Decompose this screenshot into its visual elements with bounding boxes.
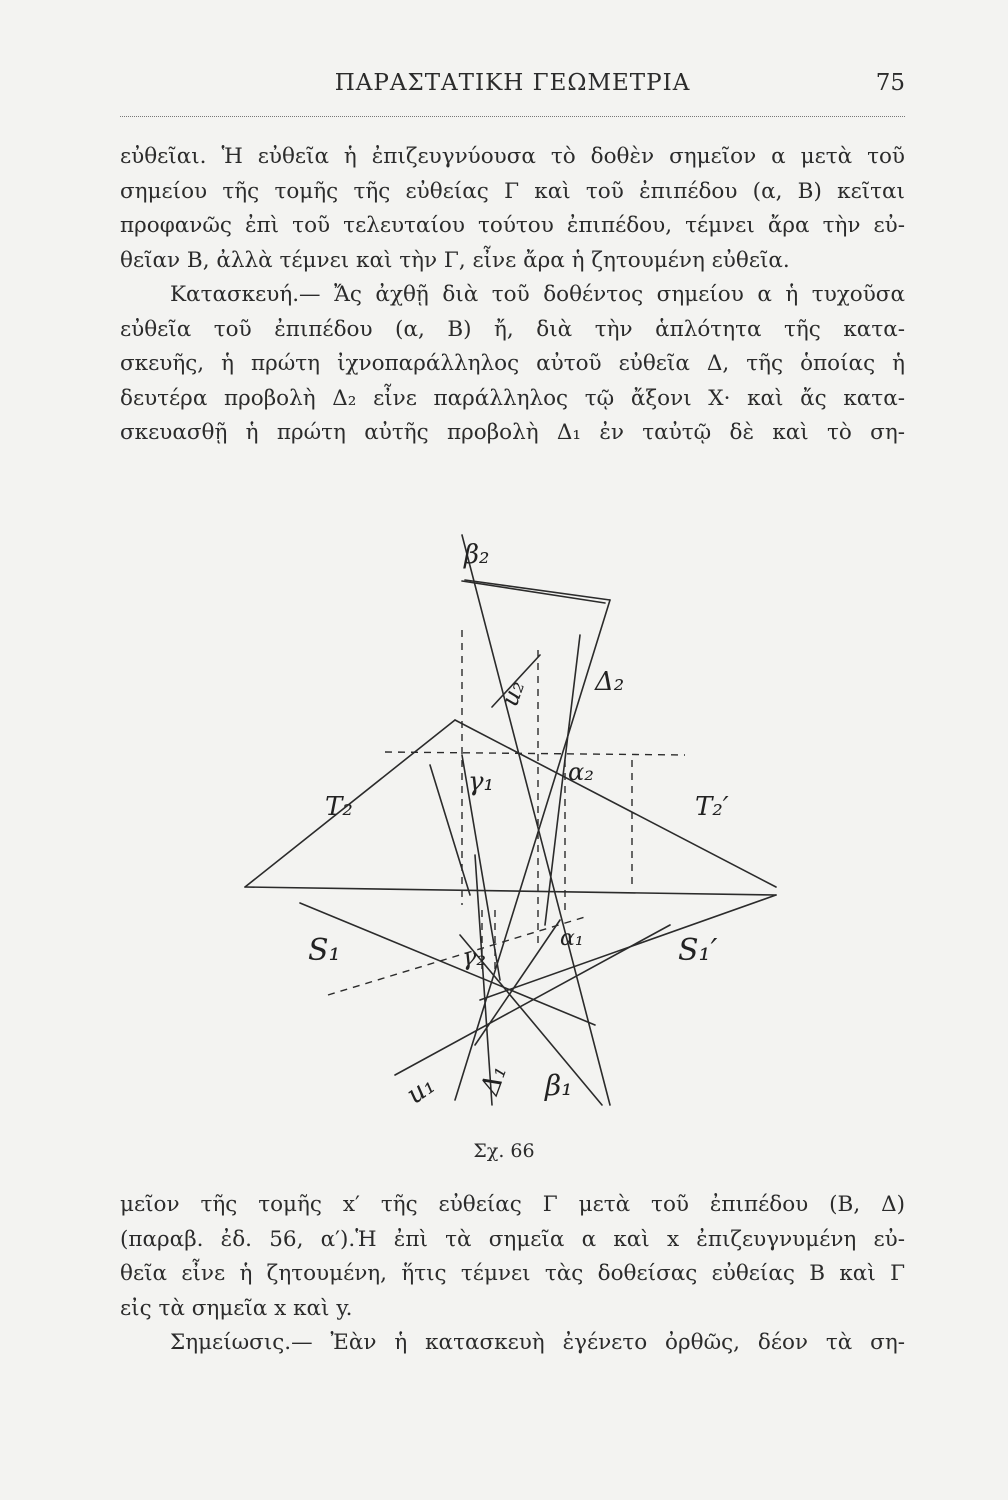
- text-line: (παραβ. ἐδ. 56, α′).Ἡ ἐπὶ τὰ σημεῖα α καὶ x ἐπιζευγνυμένη εὐ-: [120, 1226, 905, 1252]
- body-text-top: [120, 140, 905, 451]
- label-u1: u₁: [401, 1070, 441, 1111]
- label-alpha1: α₁: [560, 926, 584, 951]
- line-gamma: [430, 765, 470, 895]
- label-gamma2: γ₂: [462, 943, 486, 971]
- line-u2-diag: [462, 581, 605, 603]
- header-rule: [120, 116, 905, 117]
- label-s1p: S₁′: [678, 933, 718, 968]
- label-alpha2: α₂: [568, 758, 594, 786]
- text-line: εἰς τὰ σημεῖα x καὶ y.: [120, 1295, 353, 1321]
- figure-drawing: [200, 515, 820, 1125]
- page-header: [120, 66, 905, 106]
- axis-base: [245, 887, 776, 895]
- text-line: σημείου τῆς τομῆς τῆς εὐθείας Γ καὶ τοῦ ἐπιπέδου (α, Β) κεῖται: [120, 178, 905, 204]
- label-delta2: Δ₂: [595, 667, 625, 697]
- text-line: εὐθεῖαι. Ἡ εὐθεῖα ἡ ἐπιζευγνύουσα τὸ δοθὲν σημεῖον α μετὰ τοῦ: [120, 144, 905, 169]
- text-line: προφανῶς ἐπὶ τοῦ τελευταίου τούτου ἐπιπέδου, τέμνει ἄρα τὴν εὐ-: [120, 213, 905, 238]
- ref-line-top: [385, 752, 685, 755]
- line-cross: [395, 925, 670, 1075]
- text-line: εὐθεῖα τοῦ ἐπιπέδου (α, Β) ἤ, διὰ τὴν ἁπλότητα τῆς κατα-: [120, 316, 905, 342]
- text-line: σκευῆς, ἡ πρώτη ἰχνοπαράλληλος αὐτοῦ εὐθεῖα Δ, τῆς ὁποίας ἡ: [120, 351, 905, 376]
- label-t2: T₂: [325, 792, 353, 822]
- text-line: μεῖον τῆς τομῆς x′ τῆς εὐθείας Γ μετὰ τοῦ ἐπιπέδου (Β, Δ): [120, 1192, 905, 1217]
- label-beta1: β₁: [545, 1069, 573, 1102]
- text-line: Κατασκευή.— Ἄς ἀχθῇ διὰ τοῦ δοθέντος σημείου α ἡ τυχοῦσα: [170, 282, 905, 307]
- trace-s1: [300, 903, 595, 1025]
- label-beta2: β₂: [464, 540, 490, 570]
- running-title: ΠΑΡΑΣΤΑΤΙΚΗ ΓΕΩΜΕΤΡΙΑ: [334, 70, 691, 96]
- line-cross2: [475, 920, 560, 1045]
- label-gamma1: γ₁: [468, 767, 494, 797]
- line-beta2: [462, 535, 610, 1105]
- text-line: σκευασθῇ ἡ πρώτη αὐτῆς προβολὴ Δ₁ ἐν ταὐτῷ δὲ καὶ τὸ ση-: [120, 420, 905, 445]
- geometry-figure: [200, 515, 820, 1125]
- label-u2: u₂: [495, 676, 531, 710]
- dash-low: [328, 917, 585, 995]
- label-t2p: T₂′: [695, 792, 729, 822]
- figure-caption: Σχ. 66: [473, 1140, 535, 1162]
- page-number: 75: [875, 70, 905, 96]
- label-delta1: Δ₁: [474, 1061, 514, 1099]
- text-line: Σημείωσις.— Ἐὰν ἡ κατασκευὴ ἐγένετο ὀρθῶς, δέον τὰ ση-: [170, 1330, 905, 1355]
- body-text-bottom: [120, 1188, 905, 1361]
- label-s1: S₁: [308, 933, 341, 968]
- text-line: θεῖαν Β, ἀλλὰ τέμνει καὶ τὴν Γ, εἶνε ἄρα ἡ ζητουμένη εὐθεῖα.: [120, 247, 790, 273]
- text-line: θεῖα εἶνε ἡ ζητουμένη, ἥτις τέμνει τὰς δοθείσας εὐθείας Β καὶ Γ: [120, 1261, 905, 1286]
- line-u2: [465, 580, 610, 600]
- text-line: δευτέρα προβολὴ Δ₂ εἶνε παράλληλος τῷ ἄξονι Χ· καὶ ἄς κατα-: [120, 385, 905, 411]
